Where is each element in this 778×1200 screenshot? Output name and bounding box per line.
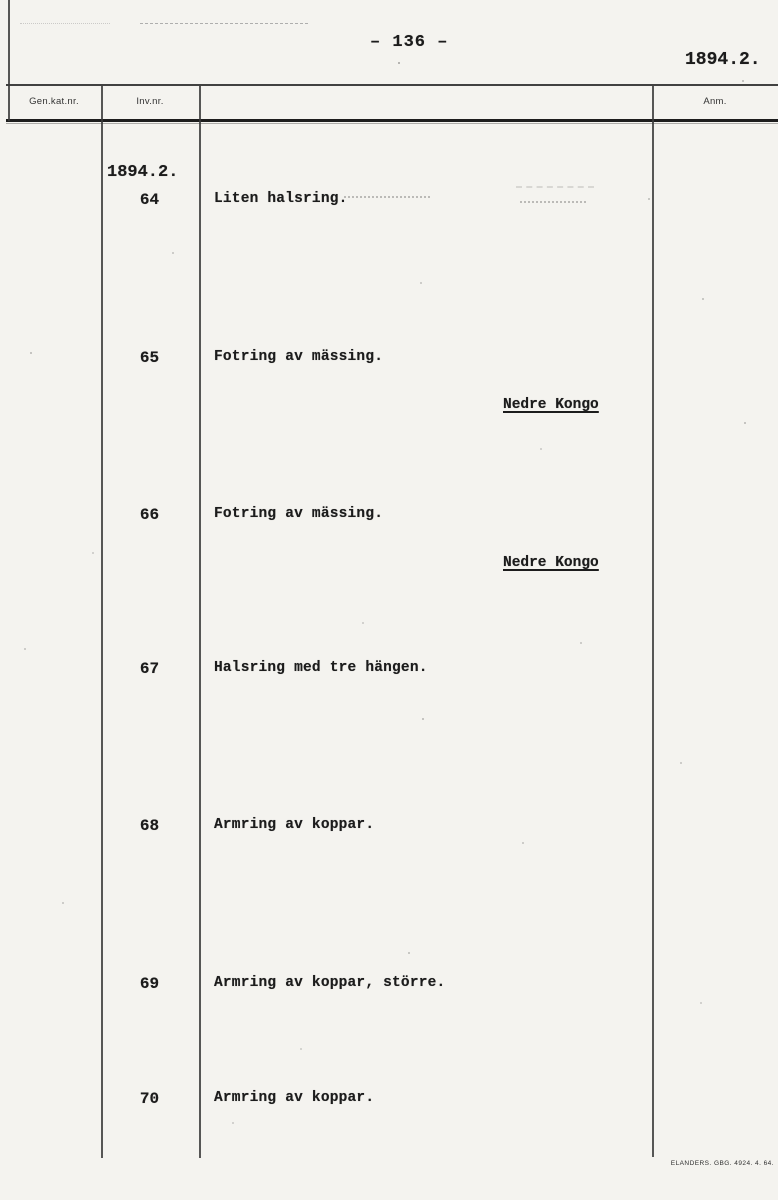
- inv-nr: 64: [139, 191, 160, 209]
- scan-dash-artifact: [140, 23, 308, 24]
- scan-smudge: [520, 201, 586, 203]
- inv-nr: 65: [139, 349, 160, 367]
- item-description: Fotring av mässing.: [214, 349, 384, 365]
- page-number: – 136 –: [370, 33, 449, 52]
- header-bottom-rule-echo: [6, 123, 778, 124]
- item-description: Armring av koppar.: [214, 817, 375, 833]
- inv-nr: 67: [139, 660, 160, 678]
- item-description: Fotring av mässing.: [214, 506, 384, 522]
- provenance-label: Nedre Kongo: [503, 555, 599, 571]
- item-description: Liten halsring.: [214, 191, 348, 207]
- inv-nr: 66: [139, 506, 160, 524]
- scan-smudge: [344, 196, 430, 198]
- table-top-rule: [6, 84, 778, 86]
- inv-nr: 69: [139, 975, 160, 993]
- column-rule-anm: [652, 86, 654, 1157]
- column-header-inv-nr: Inv.nr.: [136, 96, 164, 107]
- catalog-group-label: 1894.2.: [107, 163, 179, 182]
- column-header-gen-kat-nr: Gen.kat.nr.: [29, 96, 79, 107]
- header-bottom-rule: [6, 119, 778, 122]
- item-description: Armring av koppar, större.: [214, 975, 446, 991]
- item-description: Armring av koppar.: [214, 1090, 375, 1106]
- scan-speckles: [0, 0, 2, 2]
- column-rule-genkatnr: [101, 86, 103, 1158]
- inv-nr: 68: [139, 817, 160, 835]
- inv-nr: 70: [139, 1090, 160, 1108]
- scan-dash-artifact: [20, 23, 110, 24]
- provenance-label: Nedre Kongo: [503, 397, 599, 413]
- printer-imprint: ELANDERS. GBG. 4924. 4. 64.: [670, 1160, 774, 1167]
- item-description: Halsring med tre hängen.: [214, 660, 428, 676]
- column-header-anm: Anm.: [703, 96, 727, 107]
- column-rule-invnr: [199, 86, 201, 1158]
- scan-smudge: [516, 186, 594, 188]
- catalog-year-header: 1894.2.: [685, 50, 761, 70]
